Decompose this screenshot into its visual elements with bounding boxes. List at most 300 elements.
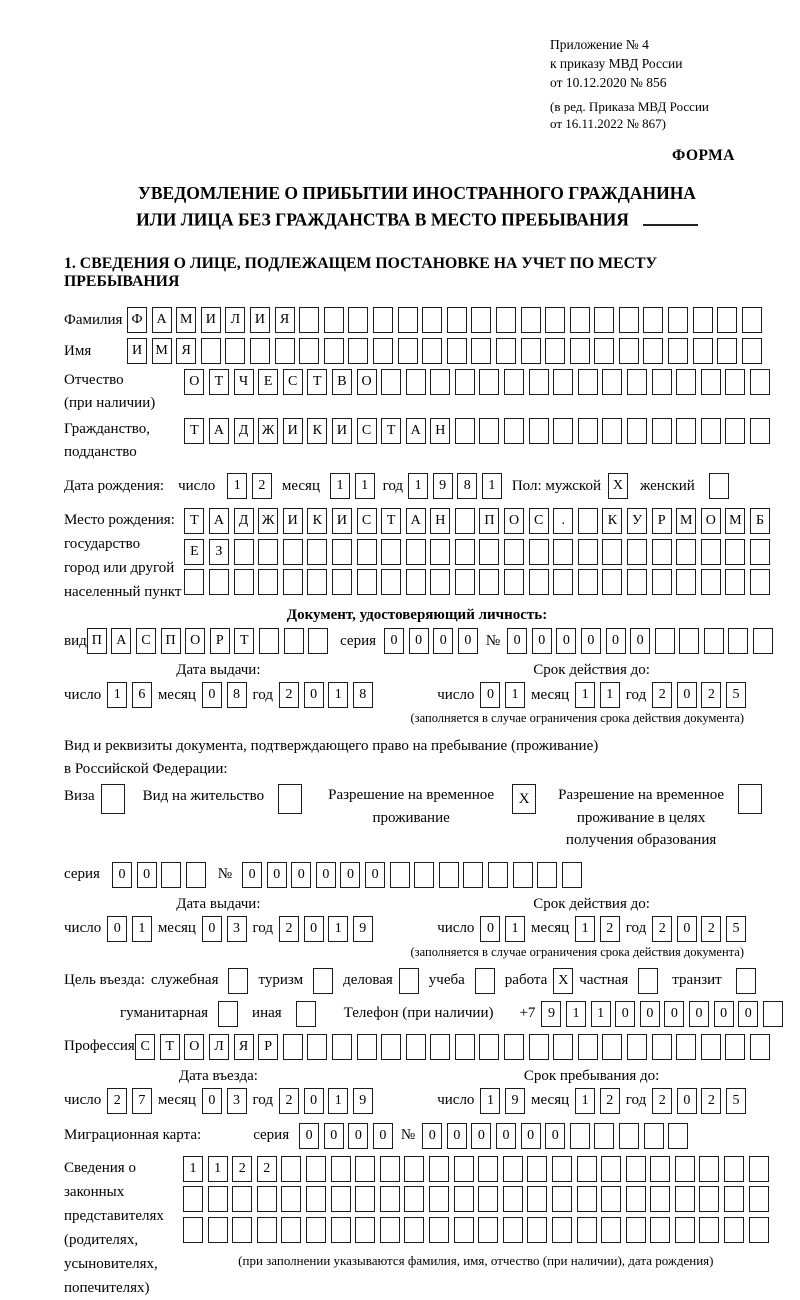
firstname-char-cell[interactable] (594, 338, 614, 364)
firstname-char-cell[interactable] (668, 338, 688, 364)
birth-place-char-cell[interactable] (258, 569, 278, 595)
citizenship-char-cell[interactable] (504, 418, 524, 444)
firstname-char-cell[interactable] (275, 338, 295, 364)
birth-place-char-cell[interactable]: С (357, 508, 377, 534)
representatives-char-cell[interactable] (454, 1217, 474, 1243)
representatives-char-cell[interactable] (601, 1156, 621, 1182)
birth-place-char-cell[interactable] (209, 569, 229, 595)
patronymic-char-cell[interactable] (676, 369, 696, 395)
patronymic-char-cell[interactable]: Е (258, 369, 278, 395)
birth-place-char-cell[interactable]: Е (184, 539, 204, 565)
citizenship-char-cell[interactable]: Н (430, 418, 450, 444)
representatives-char-cell[interactable] (331, 1156, 351, 1182)
patronymic-char-cell[interactable] (652, 369, 672, 395)
patronymic-char-cell[interactable]: С (283, 369, 303, 395)
birth-place-char-cell[interactable]: Б (750, 508, 770, 534)
patronymic-char-cell[interactable]: Т (307, 369, 327, 395)
rd-number-cell[interactable]: 0 (340, 862, 360, 888)
birth-place-char-cell[interactable]: . (553, 508, 573, 534)
rd-issue-day-cell[interactable]: 1 (132, 916, 152, 942)
phone-digit-cell[interactable]: 0 (714, 1001, 734, 1027)
representatives-char-cell[interactable] (527, 1186, 547, 1212)
rd-number-cell[interactable]: 0 (267, 862, 287, 888)
stay-month-cell[interactable]: 2 (600, 1088, 620, 1114)
firstname-char-cell[interactable] (717, 338, 737, 364)
surname-char-cell[interactable] (299, 307, 319, 333)
profession-char-cell[interactable] (332, 1034, 352, 1060)
surname-char-cell[interactable] (668, 307, 688, 333)
doc-number-cell[interactable]: 0 (606, 628, 626, 654)
profession-char-cell[interactable] (504, 1034, 524, 1060)
citizenship-char-cell[interactable]: С (357, 418, 377, 444)
representatives-char-cell[interactable] (552, 1156, 572, 1182)
surname-char-cell[interactable] (594, 307, 614, 333)
citizenship-char-cell[interactable] (701, 418, 721, 444)
birth-place-char-cell[interactable]: И (283, 508, 303, 534)
profession-char-cell[interactable] (455, 1034, 475, 1060)
representatives-char-cell[interactable] (675, 1217, 695, 1243)
entry-month-cell[interactable]: 0 (202, 1088, 222, 1114)
phone-digit-cell[interactable]: 0 (689, 1001, 709, 1027)
birth-place-char-cell[interactable] (283, 539, 303, 565)
profession-char-cell[interactable] (725, 1034, 745, 1060)
birth-day-cell[interactable]: 1 (227, 473, 247, 499)
rd-issue-year-cell[interactable]: 0 (304, 916, 324, 942)
representatives-char-cell[interactable] (306, 1186, 326, 1212)
birth-place-char-cell[interactable] (479, 539, 499, 565)
birth-place-char-cell[interactable] (578, 508, 598, 534)
birth-place-char-cell[interactable]: Д (234, 508, 254, 534)
representatives-char-cell[interactable] (577, 1186, 597, 1212)
birth-place-char-cell[interactable] (234, 539, 254, 565)
rd-valid-day-cell[interactable]: 1 (505, 916, 525, 942)
birth-place-char-cell[interactable]: Р (652, 508, 672, 534)
representatives-char-cell[interactable] (749, 1156, 769, 1182)
surname-char-cell[interactable] (521, 307, 541, 333)
representatives-char-cell[interactable] (552, 1217, 572, 1243)
doc-number-cell[interactable] (679, 628, 699, 654)
profession-char-cell[interactable] (357, 1034, 377, 1060)
representatives-char-cell[interactable] (331, 1217, 351, 1243)
birth-place-char-cell[interactable] (676, 539, 696, 565)
rd-issue-year-cell[interactable]: 9 (353, 916, 373, 942)
surname-char-cell[interactable]: М (176, 307, 196, 333)
representatives-char-cell[interactable] (650, 1217, 670, 1243)
profession-char-cell[interactable] (652, 1034, 672, 1060)
doc-valid-month-cell[interactable]: 1 (575, 682, 595, 708)
profession-char-cell[interactable]: О (184, 1034, 204, 1060)
patronymic-char-cell[interactable]: Т (209, 369, 229, 395)
rd-number-cell[interactable] (537, 862, 557, 888)
doc-kind-char-cell[interactable]: Т (234, 628, 254, 654)
phone-digit-cell[interactable]: 0 (738, 1001, 758, 1027)
purpose-business-checkbox[interactable] (399, 968, 419, 994)
entry-day-cell[interactable]: 2 (107, 1088, 127, 1114)
representatives-char-cell[interactable] (281, 1156, 301, 1182)
patronymic-char-cell[interactable] (701, 369, 721, 395)
stay-year-cell[interactable]: 0 (677, 1088, 697, 1114)
representatives-char-cell[interactable] (478, 1156, 498, 1182)
birth-month-cell[interactable]: 1 (355, 473, 375, 499)
representatives-char-cell[interactable] (577, 1217, 597, 1243)
birth-place-char-cell[interactable] (184, 569, 204, 595)
patronymic-char-cell[interactable] (504, 369, 524, 395)
citizenship-char-cell[interactable] (725, 418, 745, 444)
citizenship-char-cell[interactable]: И (283, 418, 303, 444)
surname-char-cell[interactable] (373, 307, 393, 333)
profession-char-cell[interactable] (479, 1034, 499, 1060)
representatives-char-cell[interactable] (552, 1186, 572, 1212)
birth-place-char-cell[interactable] (529, 569, 549, 595)
citizenship-char-cell[interactable] (676, 418, 696, 444)
representatives-char-cell[interactable] (380, 1186, 400, 1212)
citizenship-char-cell[interactable] (529, 418, 549, 444)
rd-valid-month-cell[interactable]: 2 (600, 916, 620, 942)
citizenship-char-cell[interactable] (652, 418, 672, 444)
surname-char-cell[interactable] (619, 307, 639, 333)
firstname-char-cell[interactable] (570, 338, 590, 364)
firstname-char-cell[interactable] (225, 338, 245, 364)
rd-valid-year-cell[interactable]: 2 (652, 916, 672, 942)
representatives-char-cell[interactable] (503, 1217, 523, 1243)
doc-issue-month-cell[interactable]: 0 (202, 682, 222, 708)
surname-char-cell[interactable] (742, 307, 762, 333)
birth-place-char-cell[interactable] (627, 569, 647, 595)
doc-issue-year-cell[interactable]: 1 (328, 682, 348, 708)
rd-number-cell[interactable] (439, 862, 459, 888)
rd-issue-month-cell[interactable]: 3 (227, 916, 247, 942)
birth-place-char-cell[interactable]: П (479, 508, 499, 534)
representatives-char-cell[interactable] (503, 1156, 523, 1182)
stay-year-cell[interactable]: 5 (726, 1088, 746, 1114)
birth-place-char-cell[interactable] (258, 539, 278, 565)
purpose-transit-checkbox[interactable] (736, 968, 756, 994)
stay-day-cell[interactable]: 9 (505, 1088, 525, 1114)
representatives-char-cell[interactable] (429, 1217, 449, 1243)
birth-place-char-cell[interactable]: Н (430, 508, 450, 534)
purpose-tourism-checkbox[interactable] (313, 968, 333, 994)
surname-char-cell[interactable] (348, 307, 368, 333)
birth-place-char-cell[interactable] (455, 508, 475, 534)
surname-char-cell[interactable] (471, 307, 491, 333)
representatives-char-cell[interactable] (331, 1186, 351, 1212)
representatives-char-cell[interactable]: 1 (208, 1156, 228, 1182)
representatives-char-cell[interactable]: 2 (257, 1156, 277, 1182)
citizenship-char-cell[interactable] (602, 418, 622, 444)
firstname-char-cell[interactable] (299, 338, 319, 364)
birth-place-char-cell[interactable] (750, 569, 770, 595)
rd-valid-year-cell[interactable]: 5 (726, 916, 746, 942)
birth-place-char-cell[interactable]: К (602, 508, 622, 534)
patronymic-char-cell[interactable]: О (184, 369, 204, 395)
birth-place-char-cell[interactable] (602, 539, 622, 565)
purpose-other-checkbox[interactable] (296, 1001, 316, 1027)
representatives-char-cell[interactable] (503, 1186, 523, 1212)
patronymic-char-cell[interactable] (529, 369, 549, 395)
representatives-char-cell[interactable] (527, 1217, 547, 1243)
birth-place-char-cell[interactable] (725, 569, 745, 595)
representatives-char-cell[interactable] (478, 1186, 498, 1212)
birth-place-char-cell[interactable] (307, 539, 327, 565)
representatives-char-cell[interactable] (257, 1217, 277, 1243)
birth-place-char-cell[interactable] (430, 569, 450, 595)
birth-place-char-cell[interactable] (406, 569, 426, 595)
firstname-char-cell[interactable]: И (127, 338, 147, 364)
rd-number-cell[interactable]: 0 (291, 862, 311, 888)
surname-char-cell[interactable] (545, 307, 565, 333)
mc-series-cell[interactable]: 0 (324, 1123, 344, 1149)
doc-number-cell[interactable]: 0 (532, 628, 552, 654)
birth-place-char-cell[interactable]: А (406, 508, 426, 534)
birth-place-char-cell[interactable] (701, 569, 721, 595)
profession-char-cell[interactable]: Л (209, 1034, 229, 1060)
birth-place-char-cell[interactable]: Ж (258, 508, 278, 534)
doc-issue-year-cell[interactable]: 8 (353, 682, 373, 708)
citizenship-char-cell[interactable] (578, 418, 598, 444)
doc-valid-year-cell[interactable]: 5 (726, 682, 746, 708)
representatives-char-cell[interactable] (454, 1156, 474, 1182)
birth-place-char-cell[interactable] (553, 539, 573, 565)
profession-char-cell[interactable] (381, 1034, 401, 1060)
surname-char-cell[interactable]: Я (275, 307, 295, 333)
birth-place-char-cell[interactable] (283, 569, 303, 595)
patronymic-char-cell[interactable] (381, 369, 401, 395)
doc-kind-char-cell[interactable]: П (87, 628, 107, 654)
doc-number-cell[interactable]: 0 (556, 628, 576, 654)
representatives-char-cell[interactable] (699, 1186, 719, 1212)
birth-place-char-cell[interactable] (307, 569, 327, 595)
firstname-char-cell[interactable] (447, 338, 467, 364)
representatives-char-cell[interactable] (208, 1186, 228, 1212)
birth-place-char-cell[interactable]: К (307, 508, 327, 534)
representatives-char-cell[interactable] (527, 1156, 547, 1182)
profession-char-cell[interactable]: Р (258, 1034, 278, 1060)
mc-number-cell[interactable] (570, 1123, 590, 1149)
citizenship-char-cell[interactable] (455, 418, 475, 444)
representatives-char-cell[interactable] (675, 1186, 695, 1212)
birth-place-char-cell[interactable] (652, 539, 672, 565)
rd-valid-year-cell[interactable]: 2 (701, 916, 721, 942)
doc-kind-char-cell[interactable]: О (185, 628, 205, 654)
residence-permit-checkbox[interactable] (278, 784, 302, 814)
mc-series-cell[interactable]: 0 (373, 1123, 393, 1149)
firstname-char-cell[interactable] (521, 338, 541, 364)
birth-place-char-cell[interactable] (455, 539, 475, 565)
representatives-char-cell[interactable] (281, 1217, 301, 1243)
rd-issue-day-cell[interactable]: 0 (107, 916, 127, 942)
birth-place-char-cell[interactable] (676, 569, 696, 595)
birth-place-char-cell[interactable] (627, 539, 647, 565)
representatives-char-cell[interactable] (626, 1156, 646, 1182)
mc-series-cell[interactable]: 0 (299, 1123, 319, 1149)
surname-char-cell[interactable]: И (250, 307, 270, 333)
surname-char-cell[interactable]: Ф (127, 307, 147, 333)
rd-series-cell[interactable]: 0 (112, 862, 132, 888)
surname-char-cell[interactable] (496, 307, 516, 333)
patronymic-char-cell[interactable] (406, 369, 426, 395)
doc-kind-char-cell[interactable]: А (111, 628, 131, 654)
mc-number-cell[interactable]: 0 (545, 1123, 565, 1149)
profession-char-cell[interactable] (627, 1034, 647, 1060)
patronymic-char-cell[interactable] (479, 369, 499, 395)
surname-char-cell[interactable]: А (152, 307, 172, 333)
rd-number-cell[interactable] (414, 862, 434, 888)
rd-number-cell[interactable] (488, 862, 508, 888)
firstname-char-cell[interactable] (471, 338, 491, 364)
representatives-char-cell[interactable] (380, 1156, 400, 1182)
mc-number-cell[interactable]: 0 (422, 1123, 442, 1149)
surname-char-cell[interactable] (693, 307, 713, 333)
surname-char-cell[interactable] (570, 307, 590, 333)
representatives-char-cell[interactable] (355, 1217, 375, 1243)
firstname-char-cell[interactable] (422, 338, 442, 364)
rd-issue-month-cell[interactable]: 0 (202, 916, 222, 942)
birth-place-char-cell[interactable]: У (627, 508, 647, 534)
birth-place-char-cell[interactable] (406, 539, 426, 565)
representatives-char-cell[interactable] (626, 1217, 646, 1243)
representatives-char-cell[interactable] (749, 1217, 769, 1243)
representatives-char-cell[interactable] (404, 1186, 424, 1212)
representatives-char-cell[interactable] (675, 1156, 695, 1182)
stay-year-cell[interactable]: 2 (701, 1088, 721, 1114)
citizenship-char-cell[interactable]: Т (381, 418, 401, 444)
citizenship-char-cell[interactable]: Т (184, 418, 204, 444)
rd-issue-year-cell[interactable]: 1 (328, 916, 348, 942)
rd-number-cell[interactable] (513, 862, 533, 888)
patronymic-char-cell[interactable] (430, 369, 450, 395)
birth-year-cell[interactable]: 8 (457, 473, 477, 499)
representatives-char-cell[interactable] (724, 1156, 744, 1182)
representatives-char-cell[interactable] (232, 1186, 252, 1212)
birth-place-char-cell[interactable] (529, 539, 549, 565)
firstname-char-cell[interactable] (201, 338, 221, 364)
rd-number-cell[interactable]: 0 (316, 862, 336, 888)
birth-place-char-cell[interactable] (750, 539, 770, 565)
birth-place-char-cell[interactable]: С (529, 508, 549, 534)
patronymic-char-cell[interactable] (553, 369, 573, 395)
birth-place-char-cell[interactable]: И (332, 508, 352, 534)
doc-number-cell[interactable] (655, 628, 675, 654)
representatives-char-cell[interactable] (699, 1217, 719, 1243)
birth-place-char-cell[interactable]: О (701, 508, 721, 534)
doc-series-cell[interactable]: 0 (409, 628, 429, 654)
patronymic-char-cell[interactable] (750, 369, 770, 395)
birth-place-char-cell[interactable]: М (676, 508, 696, 534)
rd-number-cell[interactable]: 0 (242, 862, 262, 888)
birth-place-char-cell[interactable] (504, 569, 524, 595)
citizenship-char-cell[interactable]: А (406, 418, 426, 444)
birth-place-char-cell[interactable] (234, 569, 254, 595)
profession-char-cell[interactable] (602, 1034, 622, 1060)
firstname-char-cell[interactable] (398, 338, 418, 364)
representatives-char-cell[interactable] (355, 1156, 375, 1182)
birth-year-cell[interactable]: 9 (433, 473, 453, 499)
doc-valid-month-cell[interactable]: 1 (600, 682, 620, 708)
citizenship-char-cell[interactable] (553, 418, 573, 444)
birth-place-char-cell[interactable] (430, 539, 450, 565)
doc-kind-char-cell[interactable]: Р (210, 628, 230, 654)
patronymic-char-cell[interactable]: В (332, 369, 352, 395)
mc-number-cell[interactable]: 0 (447, 1123, 467, 1149)
stay-year-cell[interactable]: 2 (652, 1088, 672, 1114)
representatives-char-cell[interactable] (306, 1217, 326, 1243)
firstname-char-cell[interactable] (373, 338, 393, 364)
patronymic-char-cell[interactable] (455, 369, 475, 395)
birth-place-char-cell[interactable]: Т (184, 508, 204, 534)
firstname-char-cell[interactable] (643, 338, 663, 364)
representatives-char-cell[interactable] (724, 1217, 744, 1243)
rd-number-cell[interactable]: 0 (365, 862, 385, 888)
citizenship-char-cell[interactable]: Д (234, 418, 254, 444)
birth-place-char-cell[interactable]: М (725, 508, 745, 534)
doc-valid-day-cell[interactable]: 1 (505, 682, 525, 708)
profession-char-cell[interactable] (750, 1034, 770, 1060)
firstname-char-cell[interactable] (742, 338, 762, 364)
surname-char-cell[interactable] (422, 307, 442, 333)
doc-number-cell[interactable]: 0 (507, 628, 527, 654)
representatives-char-cell[interactable] (429, 1156, 449, 1182)
doc-issue-day-cell[interactable]: 1 (107, 682, 127, 708)
rd-valid-day-cell[interactable]: 0 (480, 916, 500, 942)
surname-char-cell[interactable]: Л (225, 307, 245, 333)
doc-number-cell[interactable] (753, 628, 773, 654)
birth-year-cell[interactable]: 1 (482, 473, 502, 499)
doc-valid-year-cell[interactable]: 0 (677, 682, 697, 708)
surname-char-cell[interactable]: И (201, 307, 221, 333)
representatives-char-cell[interactable] (650, 1186, 670, 1212)
birth-place-char-cell[interactable] (553, 569, 573, 595)
entry-day-cell[interactable]: 7 (132, 1088, 152, 1114)
doc-valid-year-cell[interactable]: 2 (652, 682, 672, 708)
firstname-char-cell[interactable] (619, 338, 639, 364)
patronymic-char-cell[interactable] (627, 369, 647, 395)
mc-number-cell[interactable] (668, 1123, 688, 1149)
birth-place-char-cell[interactable]: А (209, 508, 229, 534)
doc-kind-char-cell[interactable] (308, 628, 328, 654)
profession-char-cell[interactable]: Т (160, 1034, 180, 1060)
firstname-char-cell[interactable] (324, 338, 344, 364)
profession-char-cell[interactable] (553, 1034, 573, 1060)
phone-digit-cell[interactable]: 0 (664, 1001, 684, 1027)
mc-number-cell[interactable]: 0 (521, 1123, 541, 1149)
mc-series-cell[interactable]: 0 (348, 1123, 368, 1149)
doc-issue-year-cell[interactable]: 2 (279, 682, 299, 708)
citizenship-char-cell[interactable] (750, 418, 770, 444)
representatives-char-cell[interactable] (699, 1156, 719, 1182)
profession-char-cell[interactable] (430, 1034, 450, 1060)
citizenship-char-cell[interactable] (479, 418, 499, 444)
citizenship-char-cell[interactable]: К (307, 418, 327, 444)
entry-month-cell[interactable]: 3 (227, 1088, 247, 1114)
birth-place-char-cell[interactable] (479, 569, 499, 595)
representatives-char-cell[interactable] (183, 1186, 203, 1212)
birth-place-char-cell[interactable] (332, 569, 352, 595)
representatives-char-cell[interactable] (650, 1156, 670, 1182)
birth-month-cell[interactable]: 1 (330, 473, 350, 499)
birth-place-char-cell[interactable] (357, 569, 377, 595)
representatives-char-cell[interactable] (404, 1156, 424, 1182)
representatives-char-cell[interactable] (257, 1186, 277, 1212)
doc-number-cell[interactable]: 0 (581, 628, 601, 654)
doc-valid-day-cell[interactable]: 0 (480, 682, 500, 708)
purpose-private-checkbox[interactable] (638, 968, 658, 994)
birth-place-char-cell[interactable] (357, 539, 377, 565)
representatives-char-cell[interactable] (601, 1186, 621, 1212)
birth-place-char-cell[interactable] (725, 539, 745, 565)
representatives-char-cell[interactable] (208, 1217, 228, 1243)
representatives-char-cell[interactable] (380, 1217, 400, 1243)
citizenship-char-cell[interactable]: И (332, 418, 352, 444)
